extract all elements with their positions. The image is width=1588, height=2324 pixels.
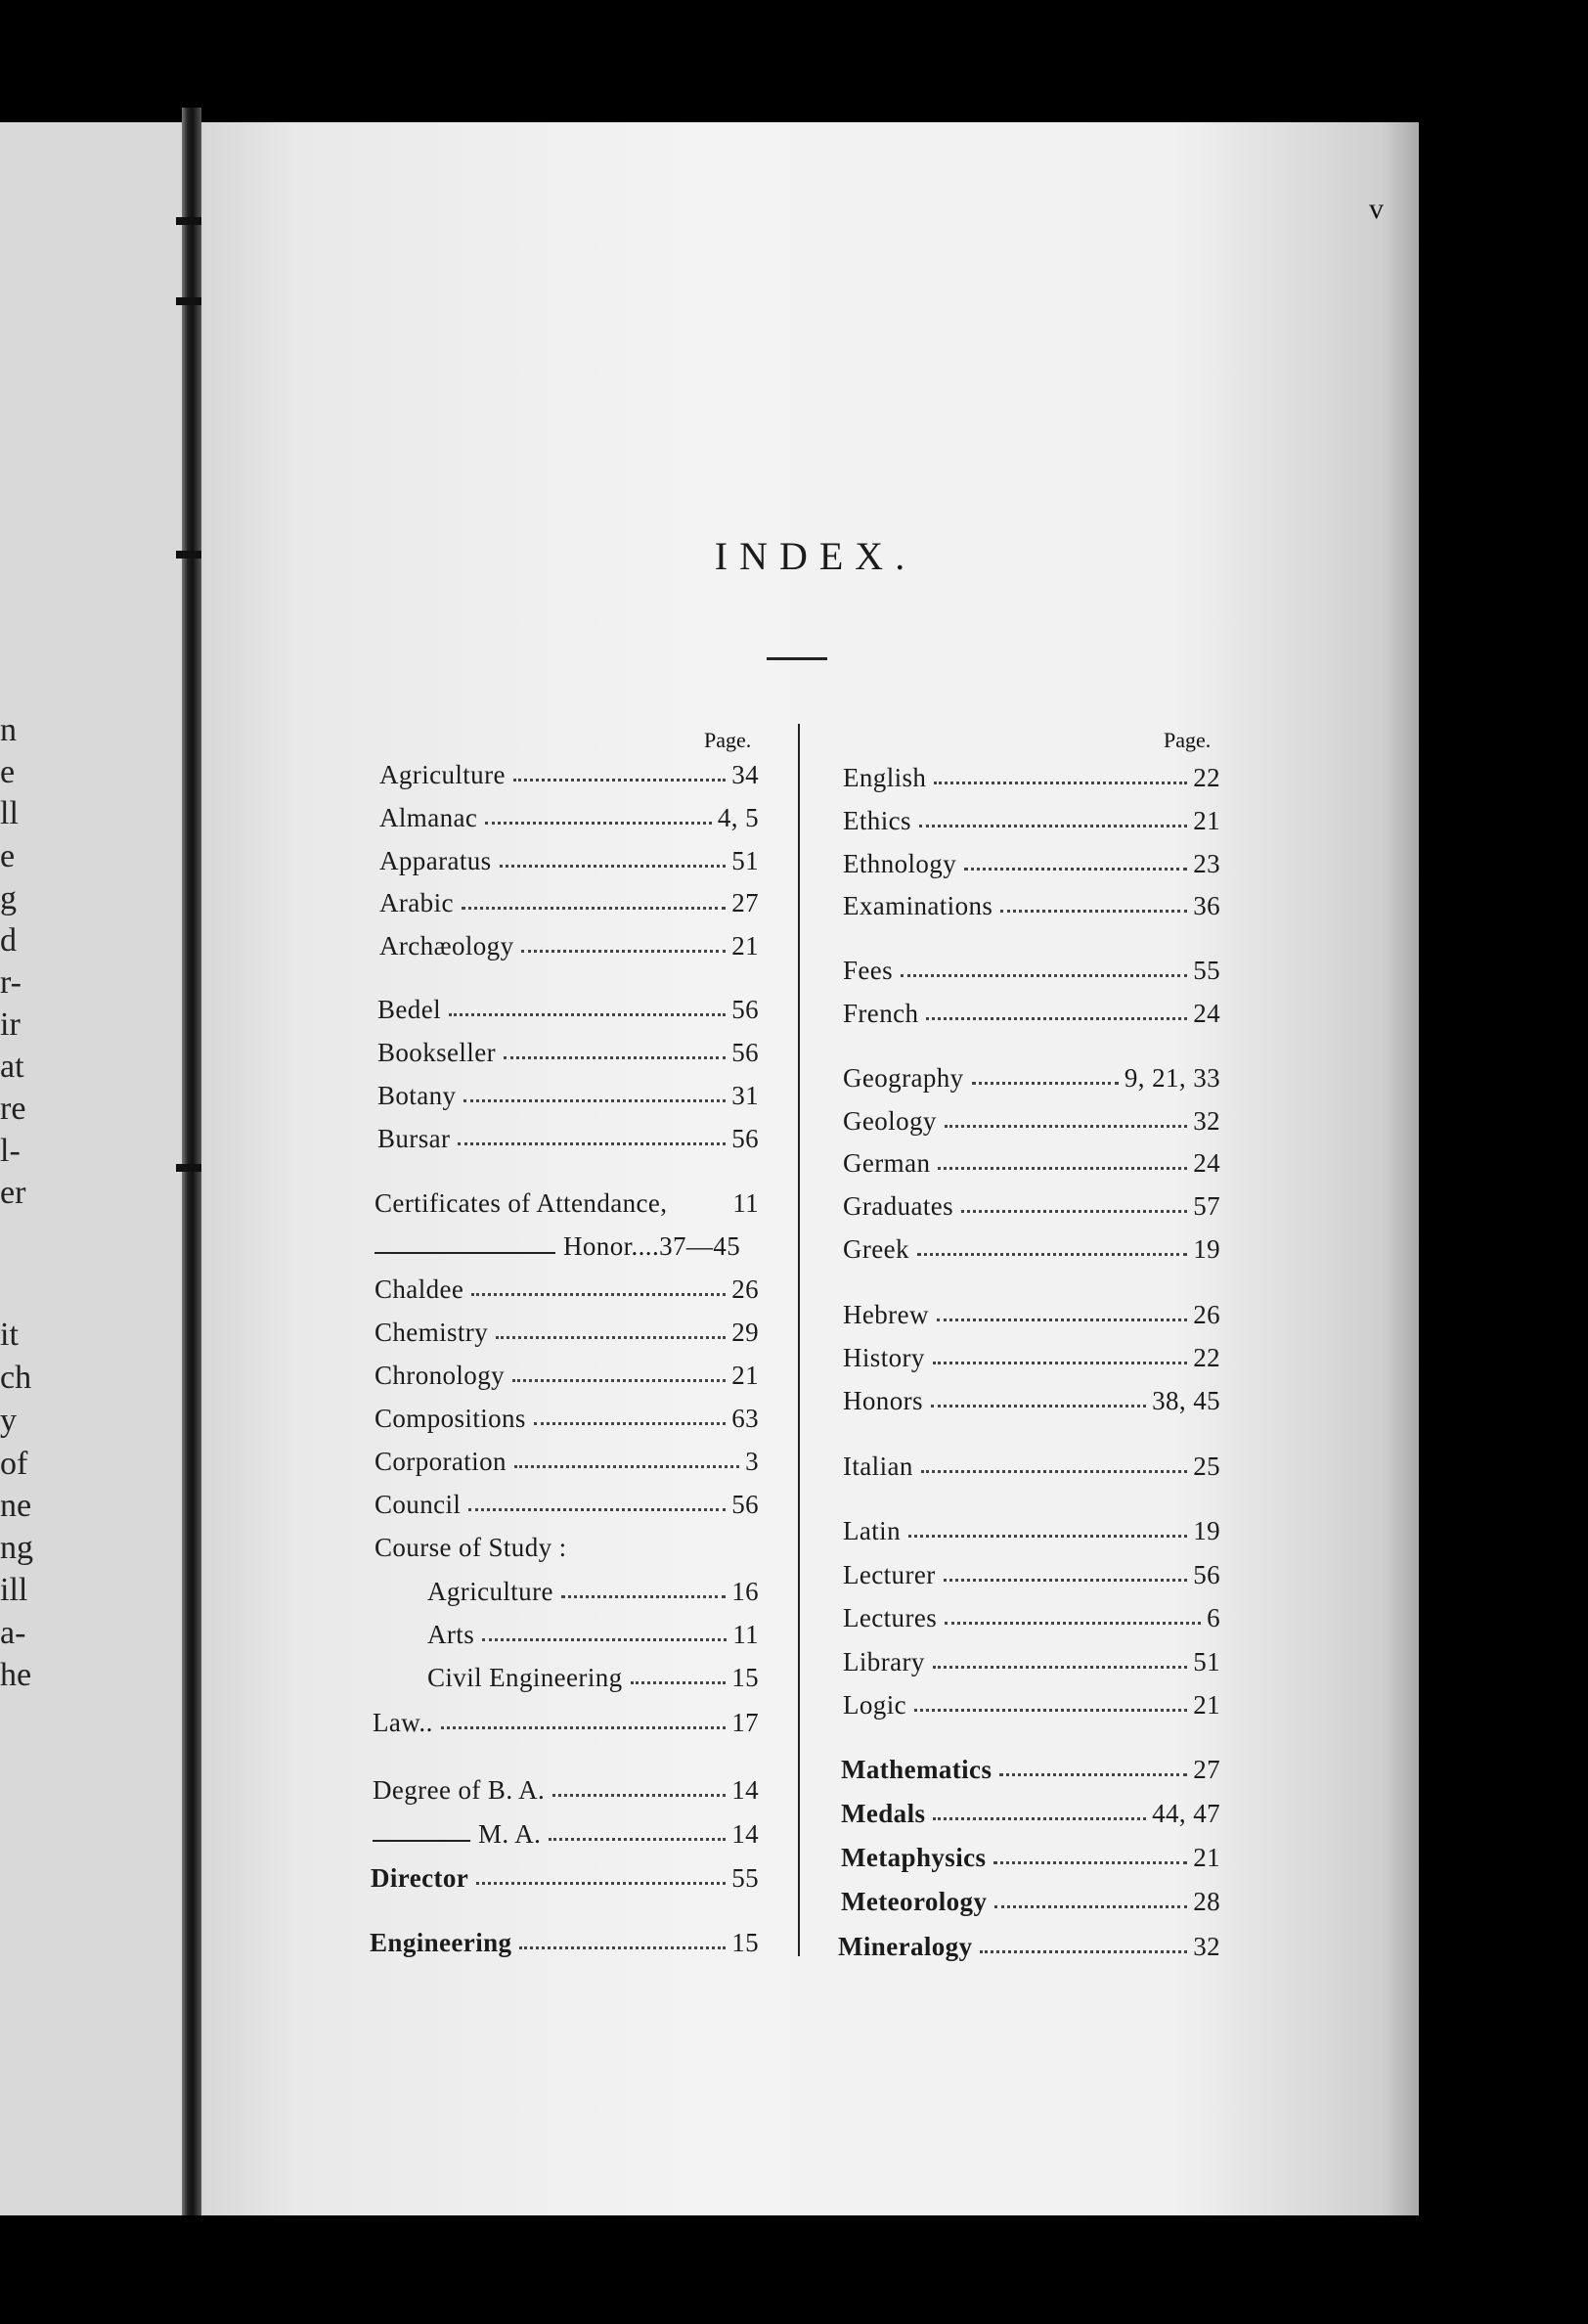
index-entry-term: Bedel [377,995,441,1024]
dot-leader [937,1318,1187,1321]
index-entry-pages: 51 [1193,1647,1220,1676]
index-entry-term: Ethnology [843,849,957,878]
index-entry-pages: 56 [731,995,759,1024]
left-index-entry [370,1919,759,1958]
facing-page-fragment: ll [0,795,19,831]
left-index-entry [373,1699,759,1738]
left-index-entry [375,1481,759,1520]
facing-page-fragment: e [0,838,16,874]
facing-page-fragment: he [0,1657,32,1693]
facing-page-fragment: at [0,1049,24,1085]
index-entry-pages: 23 [1193,849,1220,878]
dot-leader [933,1817,1146,1820]
facing-page-text-fragments [0,122,196,2215]
dot-leader [471,1293,726,1296]
right-index-entry [843,947,1220,986]
left-index-entry [373,1766,759,1806]
index-entry-pages: 22 [1193,1343,1220,1372]
index-entry-pages: 21 [731,1361,759,1390]
dot-leader [449,1013,726,1016]
dot-leader [914,1709,1187,1712]
left-index-entry [375,1266,759,1305]
index-entry-term: Medals [841,1799,926,1828]
ditto-rule [373,1840,470,1842]
left-index-entry [375,1438,759,1477]
index-entry-pages: 34 [731,760,759,789]
index-entry-pages: 27 [731,888,759,917]
index-entry-term: Apparatus [379,846,492,875]
dot-leader [938,1167,1187,1170]
dot-leader [561,1595,726,1598]
index-entry-term: Arts [427,1620,475,1649]
right-index-entry [843,1507,1220,1546]
index-entry-term: Degree of B. A. [373,1775,546,1805]
dot-leader [482,1638,727,1641]
index-entry-term: Chemistry [375,1318,489,1347]
index-entry-term: Lectures [843,1603,938,1632]
index-entry-term: Metaphysics [841,1843,987,1872]
left-index-entry [375,1223,759,1262]
dot-leader [999,1773,1187,1776]
facing-page-fragment: er [0,1175,26,1211]
dot-leader [933,1362,1187,1364]
index-entry-term: Law.. [373,1708,433,1737]
dot-leader [993,1861,1187,1864]
index-entry-pages: 11 [732,1188,759,1218]
right-index-entry [843,1054,1220,1094]
index-entry-term: Course of Study : [375,1533,567,1562]
facing-page-fragment: ng [0,1530,33,1566]
index-entry-term: Geography [843,1063,964,1093]
dot-leader [931,1405,1146,1408]
index-entry-term: Logic [843,1690,906,1720]
index-entry-pages: 14 [731,1819,759,1849]
dot-leader [961,1210,1187,1213]
index-entry-pages: 24 [1193,1148,1220,1178]
right-index-entry [843,1140,1220,1179]
dot-leader [485,822,712,825]
index-entry-pages: 56 [1193,1560,1220,1589]
right-page-column-label: Page. [1164,728,1212,752]
index-entry-term: English [843,763,927,792]
facing-page-fragment: of [0,1446,28,1482]
index-entry-pages: 55 [731,1863,759,1893]
index-entry-pages: 29 [731,1318,759,1347]
index-entry-pages: 14 [731,1775,759,1805]
index-entry-pages: 56 [731,1490,759,1519]
index-entry-term: Chaldee [375,1274,464,1304]
left-index-entry [377,1072,759,1111]
index-entry-pages: 44, 47 [1152,1799,1220,1828]
left-page-column-label: Page. [704,728,752,752]
dot-leader [945,1622,1201,1625]
dot-leader [476,1882,726,1885]
left-index-entry [375,1352,759,1391]
facing-page-fragment: r- [0,964,22,1001]
facing-page-edge [0,122,196,2215]
dot-leader [901,974,1187,977]
right-index-entry [843,1377,1220,1416]
dot-leader [514,1465,739,1468]
index-entry-term: Hebrew [843,1300,929,1329]
index-entry-pages: 9, 21, 33 [1124,1063,1220,1093]
index-entry-pages: 51 [731,846,759,875]
index-entry-pages: 21 [1193,1690,1220,1720]
right-index-entry [843,797,1220,836]
index-entry-term: Honors [843,1386,923,1415]
index-entry-pages: 36 [1193,891,1220,920]
index-entry-term: History [843,1343,925,1372]
right-index-entry [843,1638,1220,1677]
dot-leader [917,1253,1187,1256]
index-entry-term: Bookseller [377,1038,496,1067]
index-entry-term: Honor....37—45 [563,1231,741,1261]
index-entry-pages: 38, 45 [1152,1386,1220,1415]
dot-leader [1000,910,1187,913]
right-index-entry [843,840,1220,879]
left-index-entry [377,1029,759,1068]
index-entry-term: Library [843,1647,925,1676]
dot-leader [994,1905,1187,1908]
facing-page-fragment: n [0,712,17,748]
index-entry-term: Mineralogy [838,1932,973,1961]
left-index-entry [427,1611,759,1650]
facing-page-fragment: y [0,1403,17,1439]
dot-leader [496,1336,726,1339]
left-index-entry [427,1568,759,1607]
dot-leader [972,1082,1119,1085]
facing-page-fragment: e [0,754,16,790]
index-entry-term: Examinations [843,891,993,920]
dot-leader [980,1950,1187,1953]
facing-page-fragment: ill [0,1572,28,1608]
facing-page-fragment: ir [0,1006,21,1043]
dot-leader [921,1470,1187,1473]
index-entry-pages: 25 [1193,1452,1220,1481]
index-entry-pages: 63 [731,1404,759,1433]
dot-leader [441,1726,726,1729]
index-entry-term: Engineering [370,1928,512,1957]
index-entry-term: Meteorology [841,1887,988,1916]
index-entry-term: Graduates [843,1191,954,1221]
dot-leader [933,1666,1187,1669]
dot-leader [944,1579,1188,1582]
right-index-entry [841,1746,1220,1785]
facing-page-fragment: g [0,880,17,916]
index-entry-term: Compositions [375,1404,526,1433]
index-entry-term: Council [375,1490,462,1519]
index-entry-pages: 4, 5 [717,803,759,832]
index-entry-term: Ethics [843,806,911,835]
dot-leader [521,950,726,953]
dot-leader [504,1056,726,1059]
index-entry-term: Agriculture [427,1577,553,1606]
dot-leader [513,779,726,782]
dot-leader [468,1508,726,1511]
facing-page-fragment: d [0,922,17,959]
right-index-entry [843,1097,1220,1137]
dot-leader [500,865,727,868]
index-entry-term: Latin [843,1516,901,1545]
left-index-entry [427,1654,759,1693]
right-index-entry [841,1834,1220,1873]
index-entry-term: Botany [377,1081,457,1110]
dot-leader [458,1142,726,1145]
page-mark: v [1369,193,1384,225]
dot-leader [519,1946,726,1949]
index-entry-pages: 6 [1207,1603,1220,1632]
index-entry-term: Director [371,1863,469,1893]
column-divider [798,724,800,1956]
facing-page-fragment: ne [0,1488,32,1524]
index-entry-term: Arabic [379,888,454,917]
index-entry-pages: 31 [731,1081,759,1110]
index-entry-term: Archæology [379,931,514,961]
dot-leader [934,782,1187,784]
index-entry-term: Lecturer [843,1560,936,1589]
index-entry-pages: 55 [1193,956,1220,985]
right-index-entry [843,1226,1220,1265]
dot-leader [549,1838,726,1841]
index-entry-pages: 21 [1193,806,1220,835]
index-entry-pages: 32 [1193,1932,1220,1961]
dot-leader [631,1681,727,1684]
right-index-entry [841,1878,1220,1917]
facing-page-fragment: a- [0,1615,26,1651]
index-entry-pages: 19 [1193,1234,1220,1264]
dot-leader [945,1125,1187,1128]
left-index-entry [379,794,759,833]
title-rule [767,657,827,660]
index-entry-pages: 3 [745,1447,759,1476]
right-index-entry [843,1334,1220,1373]
right-index-entry [843,1183,1220,1222]
right-index-entry [843,1291,1220,1330]
index-entry-pages: 56 [731,1038,759,1067]
index-entry-term: German [843,1148,931,1178]
left-index-entry [371,1855,759,1894]
page-title: INDEX. [714,534,917,578]
index-entry-pages: 26 [1193,1300,1220,1329]
index-entry-term: Greek [843,1234,909,1264]
dot-leader [534,1422,726,1425]
index-entry-pages: 22 [1193,763,1220,792]
index-entry-pages: 19 [1193,1516,1220,1545]
index-entry-pages: 27 [1193,1755,1220,1784]
left-index-entry [379,922,759,961]
index-entry-pages: 16 [731,1577,759,1606]
dot-leader [908,1535,1187,1538]
dot-leader [926,1017,1187,1020]
index-entry-term: Geology [843,1106,937,1136]
dot-leader [462,907,726,910]
left-index-entry [379,751,759,790]
index-entry-term: Almanac [379,803,478,832]
dot-leader [463,1099,726,1102]
facing-page-fragment: ch [0,1360,32,1396]
index-page [201,122,1419,2215]
index-entry-pages: 56 [731,1124,759,1153]
index-entry-term: Civil Engineering [427,1663,623,1692]
index-entry-pages: 11 [732,1620,759,1649]
right-index-entry [843,1551,1220,1590]
index-entry-term: Corporation [375,1447,507,1476]
index-entry-term: Certificates of Attendance, [375,1188,668,1218]
left-index-entry [377,986,759,1025]
left-index-entry [377,1115,759,1154]
left-index-entry [375,1309,759,1348]
facing-page-fragment: re [0,1091,26,1127]
index-entry-term: M. A. [478,1819,542,1849]
right-index-entry [838,1923,1220,1962]
ditto-rule [375,1252,555,1254]
index-entry-pages: 24 [1193,999,1220,1028]
index-entry-pages: 21 [731,931,759,961]
index-entry-pages: 17 [731,1708,759,1737]
left-index-entry [375,1180,759,1219]
book-gutter [182,108,201,2215]
right-index-entry [843,1443,1220,1482]
right-index-entry [843,990,1220,1029]
index-entry-term: Mathematics [841,1755,992,1784]
index-entry-term: Chronology [375,1361,506,1390]
left-index-entry [375,1524,759,1563]
facing-page-fragment: l- [0,1133,21,1169]
index-entry-pages: 15 [731,1928,759,1957]
dot-leader [552,1794,726,1797]
index-entry-term: French [843,999,919,1028]
right-index-entry [843,754,1220,793]
dot-leader [964,868,1187,871]
dot-leader [919,825,1187,827]
index-entry-pages: 57 [1193,1191,1220,1221]
left-index-entry [379,837,759,876]
index-entry-pages: 26 [731,1274,759,1304]
index-entry-pages: 28 [1193,1887,1220,1916]
right-index-entry [843,882,1220,921]
index-entry-term: Bursar [377,1124,451,1153]
facing-page-fragment: it [0,1317,19,1353]
index-entry-term: Fees [843,956,894,985]
index-entry-pages: 21 [1193,1843,1220,1872]
index-entry-pages: 32 [1193,1106,1220,1136]
right-index-entry [843,1594,1220,1633]
right-index-entry [843,1681,1220,1721]
index-entry-pages: 15 [731,1663,759,1692]
dot-leader [512,1379,726,1382]
left-index-entry [379,879,759,918]
right-index-entry [841,1790,1220,1829]
left-index-entry [373,1810,759,1850]
index-entry-term: Agriculture [379,760,506,789]
left-index-entry [375,1395,759,1434]
index-entry-term: Italian [843,1452,913,1481]
